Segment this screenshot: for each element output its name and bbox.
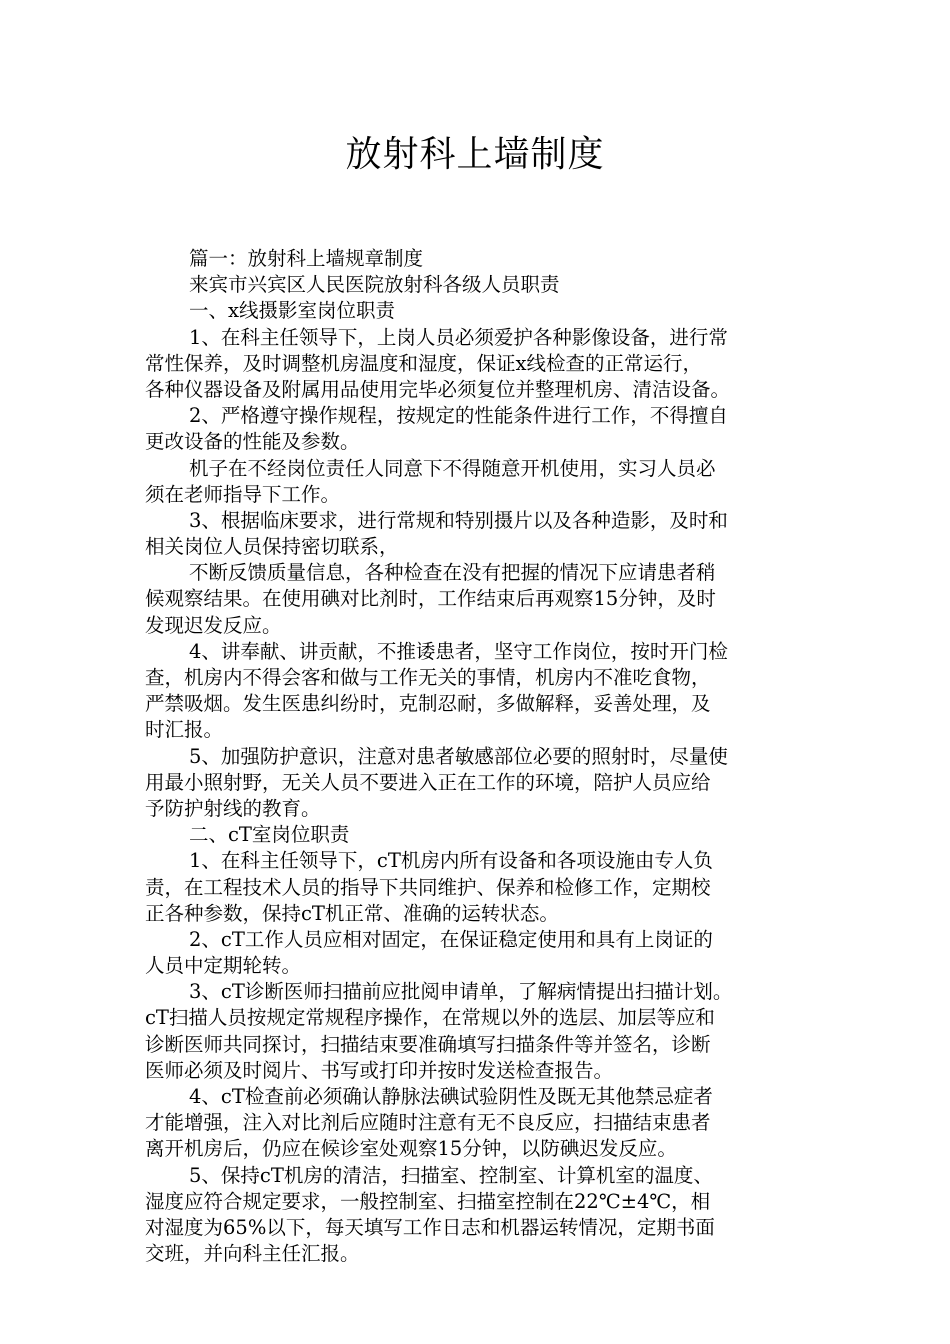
text-line: 候观察结果。在使用碘对比剂时，工作结束后再观察15分钟，及时: [145, 587, 716, 611]
text-line: 机子在不经岗位责任人同意下不得随意开机使用，实习人员必: [189, 456, 716, 480]
text-line: 1、在科主任领导下，上岗人员必须爱护各种影像设备，进行常: [189, 325, 728, 349]
text-line: 发现迟发反应。: [145, 613, 282, 637]
text-line: 常性保养，及时调整机房温度和湿度，保证x线检查的正常运行，: [145, 351, 702, 375]
text-line: 5、加强防护意识，注意对患者敏感部位必要的照射时，尽量使: [189, 744, 728, 768]
text-line: 4、讲奉献、讲贡献，不推诿患者，坚守工作岗位，按时开门检: [189, 639, 728, 663]
text-line: 3、根据临床要求，进行常规和特别摄片以及各种造影，及时和: [189, 508, 728, 532]
text-line: 用最小照射野，无关人员不要进入正在工作的环境，陪护人员应给: [145, 770, 711, 794]
text-line: 5、保持cT机房的清洁，扫描室、控制室、计算机室的温度、: [189, 1163, 713, 1187]
text-line: 时汇报。: [145, 718, 224, 742]
text-line: 2、cT工作人员应相对固定，在保证稳定使用和具有上岗证的: [189, 927, 713, 951]
text-line: 予防护射线的教育。: [145, 796, 321, 820]
text-line: 责，在工程技术人员的指导下共同维护、保养和检修工作，定期校: [145, 875, 711, 899]
text-line: 更改设备的性能及参数。: [145, 430, 360, 454]
text-line: 来宾市兴宾区人民医院放射科各级人员职责: [189, 273, 560, 297]
document-body: [145, 246, 815, 1267]
text-line: 相关岗位人员保持密切联系，: [145, 535, 399, 559]
text-line: 查，机房内不得会客和做与工作无关的事情，机房内不准吃食物，: [145, 666, 711, 689]
text-line: 3、cT诊断医师扫描前应批阅申请单，了解病情提出扫描计划。: [189, 980, 733, 1004]
text-line: cT扫描人员按规定常规程序操作，在常规以外的选层、加层等应和: [145, 1006, 715, 1030]
text-line: 正各种参数，保持cT机正常、准确的运转状态。: [145, 901, 559, 925]
text-line: 一、x线摄影室岗位职责: [189, 299, 395, 323]
text-line: 4、cT检查前必须确认静脉法碘试验阴性及既无其他禁忌症者: [189, 1085, 713, 1108]
text-line: 严禁吸烟。发生医患纠纷时，克制忍耐，多做解释，妥善处理，及: [145, 692, 711, 716]
text-line: 篇一：放射科上墙规章制度: [189, 247, 424, 270]
text-line: 湿度应符合规定要求，一般控制室、扫描室控制在22℃±4℃，相: [145, 1189, 711, 1213]
text-line: 才能增强，注入对比剂后应随时注意有无不良反应，扫描结束患者: [145, 1111, 711, 1135]
text-line: 离开机房后，仍应在候诊室处观察15分钟，以防碘迟发反应。: [145, 1137, 677, 1161]
text-line: 交班，并向科主任汇报。: [145, 1242, 360, 1266]
text-line: 诊断医师共同探讨，扫描结束要准确填写扫描条件等并签名，诊断: [145, 1032, 711, 1056]
text-line: 不断反馈质量信息，各种检查在没有把握的情况下应请患者稍: [189, 561, 716, 585]
text-line: 须在老师指导下工作。: [145, 482, 341, 506]
text-line: 人员中定期轮转。: [145, 954, 302, 978]
text-line: 医师必须及时阅片、书写或打印并按时发送检查报告。: [145, 1058, 614, 1082]
text-line: 2、严格遵守操作规程，按规定的性能条件进行工作，不得擅自: [189, 404, 728, 428]
text-line: 对湿度为65%以下，每天填写工作日志和机器运转情况，定期书面: [145, 1215, 715, 1239]
page-title: 放射科上墙制度: [345, 134, 605, 175]
text-line: 各种仪器设备及附属用品使用完毕必须复位并整理机房、清洁设备。: [145, 377, 731, 401]
text-line: 二、cT室岗位职责: [189, 823, 350, 847]
text-line: 1、在科主任领导下，cT机房内所有设备和各项设施由专人负: [189, 849, 713, 873]
